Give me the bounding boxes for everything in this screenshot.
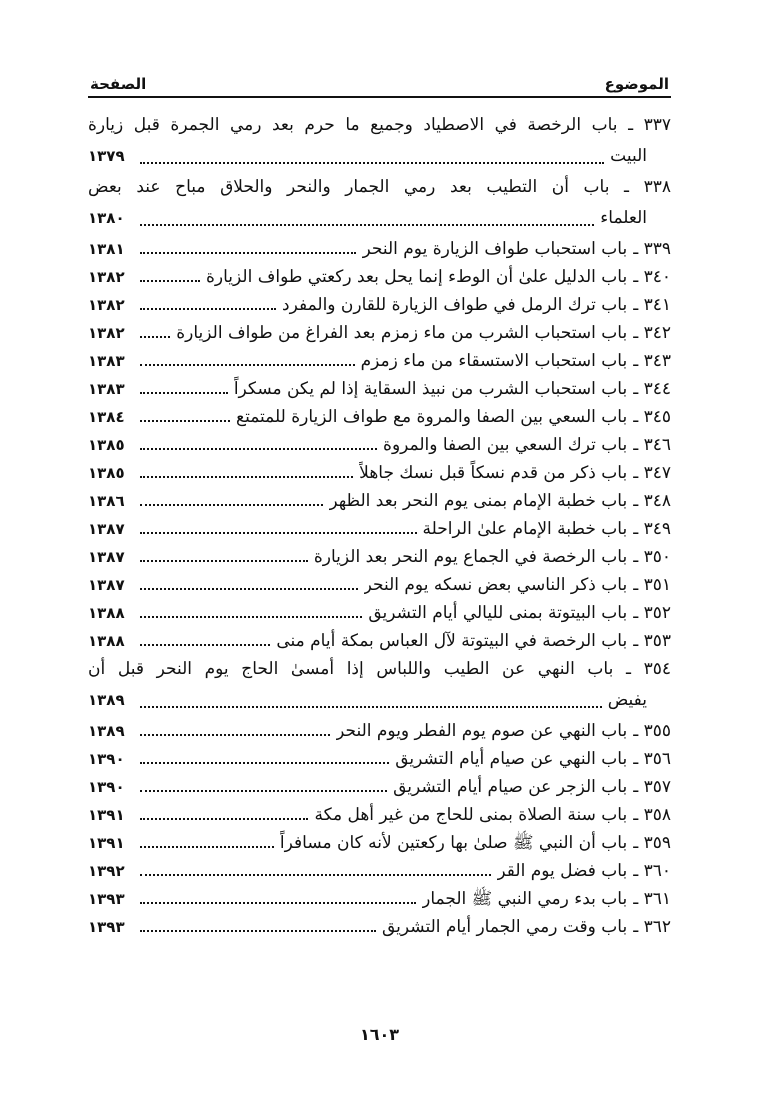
leader-dots (140, 560, 308, 562)
entry-number: ٣٥٧ ـ (633, 777, 671, 797)
entry-title: باب الزجر عن صيام أيام التشريق (393, 777, 628, 797)
entry-number: ٣٤٦ ـ (633, 435, 671, 455)
entry-page-number: ١٣٨٩ (88, 722, 125, 740)
entry-number: ٣٦٠ ـ (633, 861, 671, 881)
toc-entry (88, 403, 671, 431)
entry-number: ٣٤١ ـ (633, 295, 671, 315)
leader-dots (140, 588, 358, 590)
entry-number: ٣٥٦ ـ (633, 749, 671, 769)
entry-title: باب بدء رمي النبي ﷺ الجمار (422, 889, 628, 909)
entry-page-number: ١٣٨٧ (88, 520, 125, 538)
leader-dots (140, 224, 594, 226)
toc-entry (88, 347, 671, 375)
leader-dots (140, 504, 323, 506)
entry-number: ٣٥٢ ـ (633, 603, 671, 623)
entry-number: ٣٤٨ ـ (633, 491, 671, 511)
entry-page-number: ١٣٨٧ (88, 548, 125, 566)
entry-number: ٣٤٩ ـ (633, 519, 671, 539)
toc-entry (88, 173, 671, 235)
page-number: ١٦٠٣ (359, 1025, 400, 1044)
entry-number: ٣٤٥ ـ (633, 407, 671, 427)
leader-dots (140, 644, 270, 646)
entry-title: باب استحباب طواف الزيارة يوم النحر (362, 239, 628, 259)
entry-title: باب الدليل علىٰ أن الوطء إنما يحل بعد ركعتي طواف الزيارة (206, 267, 628, 287)
entry-title: باب الرخصة في البيتوتة لآل العباس بمكة أيام منى (276, 631, 628, 651)
entry-page-number: ١٣٨٨ (88, 632, 125, 650)
entry-page-number: ١٣٨٠ (88, 209, 125, 227)
toc-entry (88, 291, 671, 319)
entry-title-continuation: العلماء (600, 208, 647, 228)
entry-number: ٣٤٢ ـ (633, 323, 671, 343)
entry-page-number: ١٣٨٧ (88, 576, 125, 594)
entry-line-1 (88, 111, 671, 140)
entry-title: باب ترك الرمل في طواف الزيارة للقارن والمفرد (282, 295, 628, 315)
entry-number: ٣٥١ ـ (633, 575, 671, 595)
toc-entry (88, 375, 671, 403)
toc-entry (88, 319, 671, 347)
entry-page-number: ١٣٨٢ (88, 324, 125, 342)
leader-dots (140, 734, 330, 736)
leader-dots (140, 162, 604, 164)
entry-title: باب النهي عن صيام أيام التشريق (395, 749, 628, 769)
toc-entry (88, 655, 671, 717)
entry-number: ٣٦١ ـ (633, 889, 671, 909)
entry-number: ٣٥٨ ـ (633, 805, 671, 825)
toc-entry (88, 487, 671, 515)
entry-page-number: ١٣٩٠ (88, 778, 125, 796)
entry-number: ٣٦٢ ـ (633, 917, 671, 937)
page-column-label: الصفحة (90, 75, 147, 93)
leader-dots (140, 476, 353, 478)
toc-entry (88, 571, 671, 599)
toc-entry (88, 857, 671, 885)
entry-title: باب ترك السعي بين الصفا والمروة (383, 435, 628, 455)
toc-entry (88, 913, 671, 941)
entry-title-continuation: البيت (610, 146, 647, 166)
entry-number: ٣٥٣ ـ (633, 631, 671, 651)
entry-page-number: ١٣٨٣ (88, 380, 125, 398)
entry-page-number: ١٣٨٩ (88, 691, 125, 709)
entry-title: باب فضل يوم القر (497, 861, 628, 881)
entry-line-1 (88, 173, 671, 202)
toc-entry (88, 235, 671, 263)
toc-entry (88, 829, 671, 857)
entry-page-number: ١٣٨٥ (88, 464, 125, 482)
leader-dots (140, 846, 274, 848)
entry-line-2 (88, 684, 671, 717)
leader-dots (140, 762, 389, 764)
toc-entry (88, 885, 671, 913)
entry-page-number: ١٣٨١ (88, 240, 125, 258)
entry-page-number: ١٣٨٦ (88, 492, 125, 510)
entry-title: باب سنة الصلاة بمنى للحاج من غير أهل مكة (314, 805, 628, 825)
entry-number: ٣٥٠ ـ (633, 547, 671, 567)
toc-entry (88, 801, 671, 829)
entry-page-number: ١٣٨٥ (88, 436, 125, 454)
leader-dots (140, 280, 200, 282)
toc-entry (88, 459, 671, 487)
entry-page-number: ١٣٨٨ (88, 604, 125, 622)
entry-number: ٣٤٠ ـ (633, 267, 671, 287)
toc-entry (88, 515, 671, 543)
entry-line-1 (88, 655, 671, 684)
entry-number: ٣٤٧ ـ (633, 463, 671, 483)
entry-title: باب وقت رمي الجمار أيام التشريق (382, 917, 628, 937)
entry-title: باب البيتوتة بمنى لليالي أيام التشريق (368, 603, 628, 623)
leader-dots (140, 308, 276, 310)
leader-dots (140, 874, 491, 876)
topic-column-label: الموضوع (604, 75, 669, 93)
table-header (88, 60, 671, 98)
leader-dots (140, 818, 308, 820)
entry-title: باب النهي عن الطيب واللباس إذا أمسىٰ الحاج يوم النحر قبل أن (88, 659, 614, 679)
entry-page-number: ١٣٩٣ (88, 918, 125, 936)
entry-number: ٣٤٤ ـ (633, 379, 671, 399)
entry-title: باب السعي بين الصفا والمروة مع طواف الزيارة للمتمتع (236, 407, 628, 427)
entry-page-number: ١٣٨٣ (88, 352, 125, 370)
toc-entry (88, 431, 671, 459)
entry-title: باب الرخصة في الجماع يوم النحر بعد الزيارة (313, 547, 628, 567)
entry-page-number: ١٣٧٩ (88, 147, 125, 165)
entry-line-2 (88, 140, 671, 173)
entry-page-number: ١٣٩٢ (88, 862, 125, 880)
entry-title: باب الرخصة في الاصطياد وجميع ما حرم بعد رمي الجمرة قبل زيارة (88, 115, 618, 135)
entry-title: باب ذكر الناسي بعض نسكه يوم النحر (363, 575, 628, 595)
toc-entry (88, 745, 671, 773)
leader-dots (140, 532, 417, 534)
entry-title: باب استحباب الاستسقاء من ماء زمزم (360, 351, 628, 371)
leader-dots (140, 616, 362, 618)
toc-list (88, 111, 671, 941)
leader-dots (140, 392, 228, 394)
toc-entry (88, 263, 671, 291)
leader-dots (140, 930, 376, 932)
entry-number: ٣٣٧ ـ (628, 115, 671, 135)
leader-dots (140, 252, 356, 254)
leader-dots (140, 336, 170, 338)
entry-page-number: ١٣٩٠ (88, 750, 125, 768)
entry-title: باب أن النبي ﷺ صلىٰ بها ركعتين لأنه كان مسافراً (279, 833, 628, 853)
entry-page-number: ١٣٨٤ (88, 408, 125, 426)
entry-title: باب استحباب الشرب من ماء زمزم بعد الفراغ من طواف الزيارة (176, 323, 628, 343)
toc-entry (88, 717, 671, 745)
entry-page-number: ١٣٨٢ (88, 296, 125, 314)
entry-title: باب النهي عن صوم يوم الفطر ويوم النحر (336, 721, 628, 741)
entry-page-number: ١٣٨٢ (88, 268, 125, 286)
entry-page-number: ١٣٩١ (88, 834, 125, 852)
toc-entry (88, 773, 671, 801)
entry-title-continuation: يفيض (607, 690, 647, 710)
toc-entry (88, 543, 671, 571)
entry-title: باب خطبة الإمام بمنى يوم النحر بعد الظهر (329, 491, 628, 511)
entry-title: باب ذكر من قدم نسكاً قبل نسك جاهلاً (359, 463, 628, 483)
entry-number: ٣٣٨ ـ (624, 177, 671, 197)
toc-entry (88, 111, 671, 173)
toc-entry (88, 627, 671, 655)
entry-number: ٣٥٩ ـ (633, 833, 671, 853)
leader-dots (140, 448, 377, 450)
entry-number: ٣٥٥ ـ (633, 721, 671, 741)
entry-title: باب أن التطيب بعد رمي الجمار والنحر والحلاق مباح عند بعض (88, 177, 610, 197)
leader-dots (140, 420, 230, 422)
leader-dots (140, 790, 387, 792)
leader-dots (140, 902, 416, 904)
leader-dots (140, 706, 602, 708)
leader-dots (140, 364, 355, 366)
entry-number: ٣٥٤ ـ (625, 659, 671, 679)
entry-number: ٣٣٩ ـ (633, 239, 671, 259)
entry-page-number: ١٣٩١ (88, 806, 125, 824)
entry-line-2 (88, 202, 671, 235)
toc-entry (88, 599, 671, 627)
entry-page-number: ١٣٩٣ (88, 890, 125, 908)
entry-title: باب استحباب الشرب من نبيذ السقاية إذا لم يكن مسكراً (233, 379, 628, 399)
entry-number: ٣٤٣ ـ (633, 351, 671, 371)
entry-title: باب خطبة الإمام علىٰ الراحلة (422, 519, 628, 539)
